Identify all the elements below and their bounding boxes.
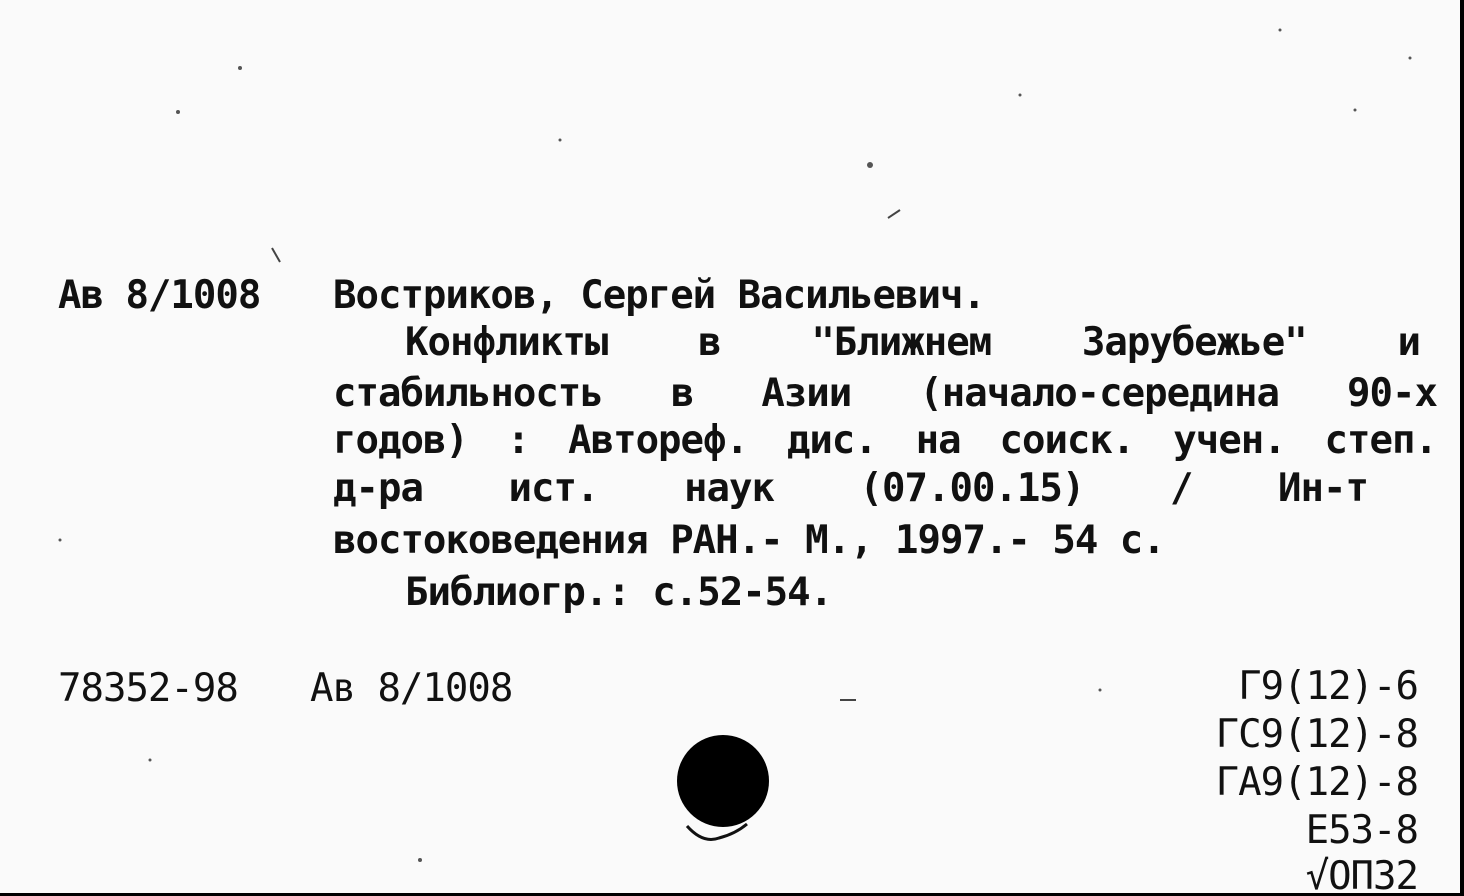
title-word: дис. xyxy=(786,418,877,463)
title-word: в xyxy=(670,371,694,416)
punch-hole-tear xyxy=(683,818,753,852)
classification-code: Е53-8 xyxy=(1305,808,1418,853)
title-word: "Ближнем xyxy=(811,320,992,365)
bibliography-note: Библиогр.: с.52-54. xyxy=(405,570,833,615)
punch-hole xyxy=(677,735,769,827)
title-line-4 xyxy=(333,466,1368,512)
title-word: 90-х xyxy=(1347,371,1437,416)
classification-code: Г9(12)-6 xyxy=(1238,664,1418,709)
title-line-1 xyxy=(405,320,1420,366)
title-word: Конфликты xyxy=(405,320,608,365)
title-word: наук xyxy=(684,466,774,511)
author-heading: Востриков, Сергей Васильевич. xyxy=(333,273,985,318)
title-word: и xyxy=(1397,320,1420,365)
title-word: годов) xyxy=(333,418,468,463)
title-word: Автореф. xyxy=(568,418,748,463)
title-word: стабильность xyxy=(333,371,603,416)
title-word: (начало-середина xyxy=(919,371,1279,416)
title-word: ист. xyxy=(508,466,599,511)
title-word: (07.00.15) xyxy=(859,466,1085,511)
inventory-number: 78352-98 xyxy=(58,666,238,711)
title-word: в xyxy=(698,320,721,365)
classification-code: √ОП32 xyxy=(1305,854,1418,896)
title-word: на xyxy=(915,418,961,463)
title-word: д-ра xyxy=(333,466,423,511)
title-word: учен. xyxy=(1173,418,1286,463)
classification-code: ГА9(12)-8 xyxy=(1215,760,1418,805)
title-word: Ин-т xyxy=(1278,466,1368,511)
title-line-5: востоковедения РАН.- М., 1997.- 54 с. xyxy=(333,518,1165,563)
title-word: Азии xyxy=(761,371,852,416)
title-word: Зарубежье" xyxy=(1081,320,1307,365)
title-word: степ. xyxy=(1324,418,1437,463)
title-word: : xyxy=(506,418,530,463)
title-word: соиск. xyxy=(999,418,1135,463)
title-line-2 xyxy=(333,371,1437,417)
shelfmark-bottom: Ав 8/1008 xyxy=(310,666,513,711)
title-line-3 xyxy=(333,418,1437,464)
title-word: / xyxy=(1169,466,1193,511)
classification-code: ГС9(12)-8 xyxy=(1215,712,1418,757)
shelfmark: Ав 8/1008 xyxy=(58,273,261,318)
